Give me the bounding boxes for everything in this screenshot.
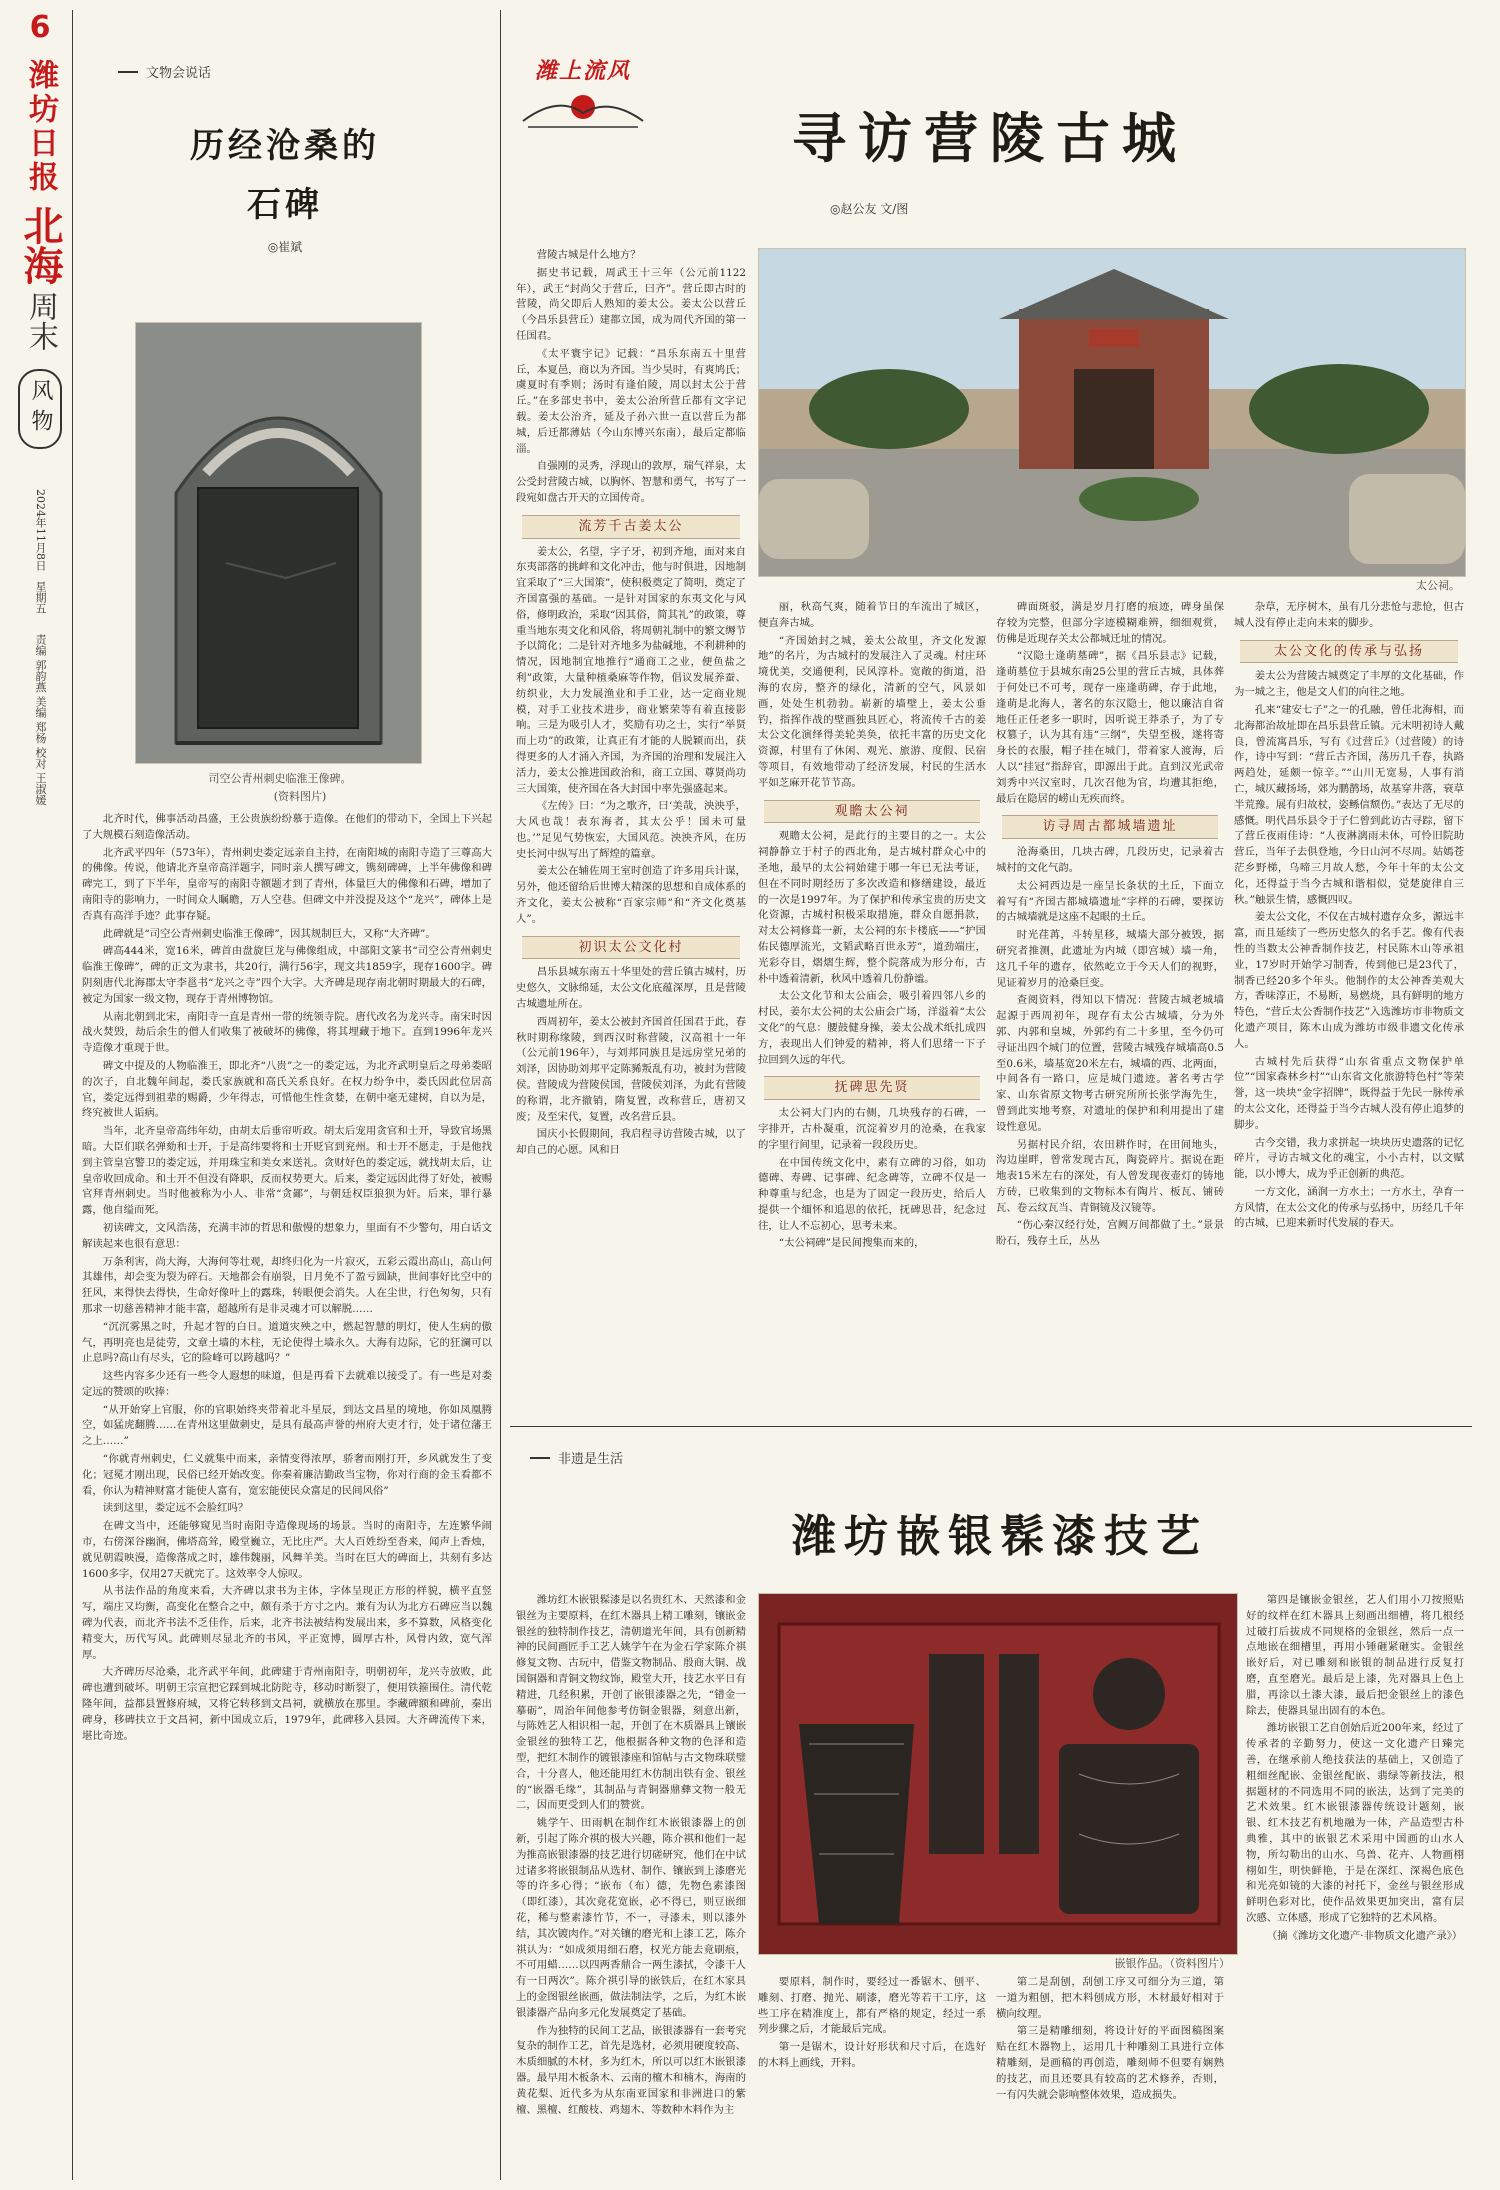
temple-caption: 太公祠。 — [1416, 579, 1460, 592]
paragraph: 碑高444米，宽16米，碑首由盘旋巨龙与佛像组成，中部阳文篆书“司空公青州刺史临淮王像碑”，碑的正文为隶书，共20行，满行56字，现文共1859字，现存1600字。碑阴刻唐代北海郡太守李邕书“龙兴之寺”四个大字。大齐碑是现存南北朝时期最大的石碑，被定为国家一级文物，现存于青州博物馆。 — [82, 945, 492, 1005]
paragraph: 第一是锯木，设计好形状和尺寸后，在选好的木料上画线，开料。 — [758, 2041, 986, 2069]
heritage-tag-text: 非遗是生活 — [558, 1452, 624, 1467]
paragraph: 这些内容多少还有一些令人遐想的味道，但是再看下去就难以接受了。有一些是对娄定远的赞颂的吹捧： — [82, 1370, 492, 1398]
paragraph: 营陵古城是什么地方？ — [536, 249, 641, 261]
paragraph: 碑文中提及的人物临淮王，即北齐“八贵”之一的娄定远，为北齐武明皇后之母弟娄昭的次子，自北魏年间起，娄氏家族就和高氏关系良好。在权力纷争中，娄氏因此位居高官，娄定远得到祖辈的赐爵，少年得志，可惜他生性贪婪，在朝中毫无建树，自以为是，终究被世人诟病。 — [82, 1059, 492, 1120]
paragraph: 太公祠西边是一座呈长条状的土丘，下面立着写有“齐国古都城墙遗址”字样的石碑，要探访的古城墙就是这座不起眼的土丘。 — [996, 879, 1224, 924]
paragraph: 杂草，无序树木，虽有几分悲怆与悲怆，但古城人没有停止走向未来的脚步。 — [1234, 601, 1464, 629]
inlay-photo — [758, 1593, 1238, 1955]
paragraph: 另据村民介绍，农田耕作时，在田间地头，沟边崖畔，曾常发现古瓦，陶瓷碎片。据说在距地表15米左右的深处，有人曾发现夜壶灯的铸地方砖，已收集到的文物标本有陶片、板瓦、铺砖瓦、卷云纹瓦当、青铜镜及汉镜等。 — [996, 1138, 1224, 1214]
paragraph: “汉隐士逢萌墓碑”，据《昌乐县志》记载，逢萌墓位于县城东南25公里的营丘古城，具体葬于何处已不可考，现存一座逢萌碑，存于此地，逢萌是北海人，著名的东汉隐士，他以廉洁自省地任正任老多一职时，因听说王莽杀子，为了专权篡子，认为其有违“三纲”，失望至极，遂将寄身长的衣服，帽子挂在城门，带着家人渡海，后人以“挂冠”指辞官，即源出于此。直到汉光武帝刘秀中兴汉室时，几次召他为官，均遭其拒绝，最后在隐居的崂山无疾而终。 — [996, 650, 1224, 805]
inlay-caption: 嵌银作品。（资料图片） — [1114, 1957, 1230, 1970]
section-heading: 抚碑思先贤 — [764, 1076, 980, 1100]
column-badge-text: 潍上流风 — [534, 58, 631, 84]
article2-col3 — [996, 600, 1224, 1416]
section-heading: 初识太公文化村 — [522, 936, 740, 960]
temple-photo — [758, 248, 1466, 577]
paragraph: 万条利害，尚大海，大海何等壮观，却终归化为一片寂灭，五彩云霞出高山，高山何其雄伟，却会变为裂为碎石。天地都会有崩裂，日月免不了盈亏圆缺，世间事好比空中的狂风，来得快去得快，生命好像叶上的露珠，转眼便会消失。人在尘世，行色匆匆，只有那求一切慈善精神才能丰富，超越所有是非灵魂才可以解脱…… — [82, 1255, 492, 1315]
masthead-strip — [14, 10, 66, 2180]
article1-title — [90, 118, 480, 255]
paragraph: 古城村先后获得“山东省重点文物保护单位”“国家森林乡村”“山东省文化旅游特色村”等荣誉，这一块块“金字招牌”，既得益于先民一脉传承的太公文化，还得益于当今古城人没有停止追梦的脚步。 — [1234, 1055, 1464, 1131]
tag-bar-icon — [118, 71, 138, 73]
page-number: 6 — [29, 10, 51, 45]
paragraph: （摘《潍坊文化遗产·非物质文化遗产录》） — [1266, 1929, 1463, 1942]
section-badge — [18, 369, 62, 449]
paragraph: 《左传》曰：“为之歌齐，曰‘美哉，泱泱乎，大风也哉！表东海者，其太公乎！国未可量也。’”足见气势恢宏，大国风范。泱泱齐风，在历史长河中纵写出了辉煌的篇章。 — [516, 800, 746, 860]
paper-name: 潍坊日报 — [23, 59, 58, 195]
inlay-image — [759, 1594, 1237, 1954]
section-divider — [510, 1426, 1472, 1427]
article2-author: ◎赵公友 文/图 — [830, 202, 909, 216]
paragraph: 时光荏苒，斗转星移，城墙大部分被毁，据研究者推测，此遗址为内城（即宫城）墙一角，这几千年的遗存，依然屹立于今天人们的视野，见证着岁月的沧桑巨变。 — [996, 929, 1224, 989]
paragraph: 姜太公，名望，字子牙，初到齐地，面对来自东夷部落的挑衅和文化冲击，他与时俱进，因地制宜采取了“三大国策”，使积极奠定了简明，奠定了齐国富强的基础。一是针对国家的东夷文化与风俗，修明政治，采取“因其俗，简其礼”的政策，尊重当地东夷文化和风俗，将周朝礼制中的繁文缛节予以简化；二是针对齐地多为盐碱地，不利耕种的情况，因地制宜地推行“通商工之业，便鱼盐之利”政策，大量种植桑麻等作物，倡议发展养蚕、纺织业，大力发展渔业和手工业，达一定商业规模，对手工业技术进步，商业繁荣等有着直接影响。三是为吸引人才，奖励有功之士，实行“举贤而上功”的政策，让真正有才能的人脱颖而出，获得更多的人才涌入齐国，为齐国的治理和发展注入活力，姜太公推进国政治和，商工立国、尊贤尚功三大国策，使齐国在各大封国中率先强盛起来。 — [516, 545, 746, 795]
paragraph: 姜太公文化，不仅在古城村遗存众多，源远丰富，而且延续了一些历史悠久的名手艺。像有代表性的当数太公神香制作技艺，村民陈木山等承祖业，17岁时开始学习制香，传到他已是23代了，制香已经20多个年头。他制作的太公神香美观大方，香味淳正，不易断，易燃烧，具有鲜明的地方特色，“营丘太公香制作技艺”入选潍坊市非物质文化遗产项目，陈木山成为潍坊市级非遗文化传承人。 — [1234, 911, 1464, 1050]
paragraph: 大齐碑历尽沧桑，北齐武平年间，此碑建于青州南阳寺，明朝初年，龙兴寺放败，此碑也遭到破坏。明朝王宗宣把它踩到城北防陀寺，移动时断裂了，便用铁箍围住。清代乾隆年间，益都县置修府城，又将它转移到文昌祠，就横放在那里。李藏碑额和碑前，秦出碑身，移碑扶立于文昌祠，新中国成立后，1979年，此碑移入县园。大齐碑流传下来，堪比奇迹。 — [82, 1666, 492, 1742]
paragraph: 自强刚的灵秀，浮现山的敦厚，瑞气祥泉，太公受封营陵古城，以胸怀、智慧和勇气，书写了一段宛如盘古开天的立国传奇。 — [516, 460, 746, 504]
paragraph: “从开始穿上官服，你的官职始终夹带着北斗星辰，到达文昌星的境地，你如凤凰腾空，如猛虎翻腾……在青州这里做刺史，是具有最高声誉的州府大吏才行，处于诸位藩王之上……” — [82, 1403, 492, 1448]
paragraph: 古今交错，我力求拼起一块块历史遗落的记忆碎片，寻访古城文化的魂宝，小小古村，以文赋能，以小博大，成为乎正创新的典范。 — [1234, 1136, 1464, 1181]
paragraph: 此碑就是“司空公青州刺史临淮王像碑”，因其规制巨大，又称“大齐碑”。 — [102, 927, 436, 940]
stele-image — [136, 323, 421, 763]
paragraph: 太公祠大门内的右侧，几块残存的石碑，一字排开，古朴凝重，沉淀着岁月的沧桑，在我家的字里行间里，记录着一段段历史。 — [758, 1107, 986, 1151]
paragraph: 北齐武平四年（573年），青州刺史娄定远亲自主持，在南阳城的南阳寺造了三尊高大的佛像。传说，他请北齐皇帝高洋题字，同时亲人撰写碑文，镌刻碑碑，上半年佛像和碑碑完工，到了下半年，皇帝写的南阳寺额题才到了青州，体量巨大的佛像和石碑，增加了南阳寺的影响力，一时间众人瞩瞻，万人空巷。但碑文中并没提及这个“龙兴”，碑体上是否真有高洋手迹？此事存疑。 — [82, 846, 492, 922]
stele-photo — [135, 322, 422, 764]
paragraph: 在碑文当中，还能够窥见当时南阳寺造像现场的场景。当时的南阳寺，左连繁华闹市，右傍深谷幽涧，佛塔高耸，殿堂巍立，无比庄严。大人百姓纷至沓来，闻声上香烛，就见朝霞映漫，造像落成之时，雄伟魏丽，风舞羊美。当时在巨大的碑面上，共刻有多达1600多字，仅用27天就完了。这效率令人惊叹。 — [82, 1520, 492, 1580]
relics-column-tag — [118, 62, 211, 81]
article1-body — [82, 812, 492, 2182]
paragraph: 查阅资料，得知以下情况：营陵古城老城墙起源于西周初年，现存有太公古城墙，分为外郭、内郭和皇城，外郭约有二十多里，至今仍可寻证出四个城门的位置，营陵古城残存城墙高0.5至0.6米，墙基宽20米左右，城墙的西、北两面，中间各有一路口，应是城门遗迹。著名考古学家、山东省原文物考古研究所所长张学海先生，曾到此实地考察，对遗址的保护和利用提出了建设性意见。 — [996, 994, 1224, 1133]
stele-caption — [120, 770, 440, 786]
article3-col1 — [516, 1593, 746, 2178]
paragraph: 第三是精雕细刻，将设计好的平面图稿图案贴在红木器物上，运用几十种雕刻工具进行立体精雕刻，是画稿的再创造，雕刻师不但要有娴熟的技艺，而且还要具有较高的艺术修养，否则，一有闪失就会影响整体效果，造成损失。 — [996, 2025, 1224, 2101]
paragraph: 要原料，制作时，要经过一番锯木、刨平、雕刻、打磨、抛光、刷漆，磨光等若干工序，这些工序在精准度上，都有严格的规定，经过一系列步骤之后，才能最后完成。 — [758, 1976, 986, 2036]
heritage-column-tag — [530, 1448, 623, 1467]
paragraph: “伤心秦汉经行处，宫阙万间都做了土。”景景盼石，残存土丘，丛丛 — [996, 1219, 1224, 1248]
paragraph: 潍坊嵌银工艺自创始后近200年来，经过了传承者的辛勤努力，使这一文化遗产日臻完善，在继承前人绝技获法的基础上，又创造了粗细丝配嵌、金银丝配嵌、翡绿等新技法，根据题材的不同选用不同的嵌法，达到了完美的艺术效果。红木嵌银漆器传统设计题刻，嵌银、红木技艺有机地融为一体，产品造型古朴典雅，其中的嵌银艺术采用中国画的山水人物，所勾勒出的山水、乌兽、花卉、人物画栩栩如生，明快鲜艳，于是在深红、深褐色底色和光亮如镜的大漆的衬托下，金丝与银丝形成鲜明色彩对比，使作品效果更加突出，富有层次感、立体感，形成了它独特的艺术风格。 — [1246, 1722, 1464, 1924]
stele-caption-text: 司空公青州刺史临淮王像碑。 — [208, 772, 352, 785]
issue-date: 2024年11月8日 — [34, 489, 47, 571]
article1-title-line2: 石碑 — [247, 185, 323, 225]
article1-author: ◎崔斌 — [267, 240, 303, 254]
paragraph: 潍坊红木嵌银髹漆是以名贵红木、天然漆和金银丝为主要原料，在红木器具上精工雕刻，镶嵌金银丝的独特制作技艺，清朝道光年间，具有创新精神的民间画匠手工艺人姚学午在为金石学家陈介祺修复文物、古玩中，借鉴文物制品、殷商大铜、战国铜器和青铜文物纹饰，殿堂大开，技艺水平日有精进，几经积累，开创了嵌银漆器之先，“错金一摹砺”，周治年间他参考仿铜金银器，刻意出新，与陈姓艺人相识相一起，开创了在木质器具上镶嵌金银丝的独特工艺，他根据各种文物的色泽和造型，把红木制作的镀银漆座和馆帖与古文物珠联璧合，十分喜人，他还能用红木仿制出铁有金、银丝的“嵌器毛缘”，其制品与青铜器鼎彝文物一般无二，因而更受到人们的赞赏。 — [516, 1594, 746, 1812]
relics-tag-text: 文物会说话 — [146, 66, 212, 81]
paragraph: 国庆小长假期间，我启程寻访营陵古城，以了却自己的心愿。风和日 — [516, 1128, 746, 1157]
column-badge — [518, 54, 648, 134]
paragraph: 观瞻太公祠，是此行的主要目的之一。太公祠静静立于村子的西北角，是古城村群众心中的圣地，最早的太公祠始建于哪一年已无法考证，但在不同时期经历了多次改造和修缮建设，最近的一次是1997年。为了保护和传承宝贵的历史文化资源，古城村积极采取措施，群众自愿捐款，对太公祠修葺一新，太公祠的东卡楼底——“护国佑民德厚流光，文韬武略百世永芳”，道劲端庄，光彩夺目，熠熠生辉，整个院落成为形分布，古朴中透着清新，秋风中透着几份静谧。 — [758, 830, 986, 985]
supplement-suffix: 周末 — [23, 291, 58, 351]
article3-col2 — [758, 1975, 986, 2180]
supplement-name: 北海 — [17, 205, 64, 285]
masthead-divider — [72, 10, 73, 2180]
section-heading: 访寻周古都城墙遗址 — [1002, 815, 1218, 839]
paragraph: 从南北朝到北宋，南阳寺一直是青州一带的统领寺院。唐代改名为龙兴寺。南宋时因战火焚毁，劫后余生的僧人们收集了被破坏的佛像，将其埋藏于地下。直到1996年龙兴寺造像才重现于世。 — [82, 1010, 492, 1055]
paragraph: 丽，秋高气爽，随着节日的车流出了城区，便直奔古城。 — [758, 601, 986, 629]
sun-mountain-icon — [518, 85, 648, 129]
paragraph: 读到这里，娄定远不会脸红吗？ — [102, 1502, 249, 1515]
article3-col3 — [996, 1975, 1224, 2180]
paragraph: 太公文化节和太公庙会，吸引着四邻八乡的村民，姜尔太公祠的太公庙会广场，洋溢着“太公文化”的气息：腰鼓健身操，姜太公战术纸扎成四方，表现出人们钟爱的精神，将人们思绪一下子拉回到久远的年代。 — [758, 990, 986, 1066]
paragraph: 西周初年，姜太公被封齐国首任国君于此，春秋时期称缘陵，到西汉时称营陵，汉高祖十一年（公元前196年），与刘邦同族且是远房堂兄弟的刘泽，因协助刘邦平定陈豨叛乱有功，被封为营陵侯。营陵成为营陵侯国，营陵侯刘泽，为此有营陵的称谓，北齐撤销，隋复置，改称营丘，唐初又废；及至宋代，复置，改名营丘县。 — [516, 1015, 746, 1123]
paragraph: 第二是刮刨，刮刨工序又可细分为三道，第一道为粗刨，把木料刨成方形，木材最好相对于横向纹理。 — [996, 1976, 1224, 2020]
article2-col1 — [516, 248, 746, 1416]
tag-bar-icon-2 — [530, 1457, 550, 1459]
article2-col4 — [1234, 600, 1464, 1416]
column-divider-1 — [500, 10, 501, 2180]
paragraph: 第四是镶嵌金银丝，艺人们用小刀按照贴好的纹样在红木器具上刻画出细槽，将几根经过破打后拔成不同规格的金银丝，然后一点一点地嵌在细槽里，再用小锤砸紧砸实。金银丝嵌好后，对已雕刻和嵌银的制品进行反复打磨，直至磨光。最后是上漆，先对器具上色上腊，再涂以土漆大漆，最后把金银丝上的漆色除去，使器具显出固有的本色。 — [1246, 1594, 1464, 1717]
section-label: 风物 — [28, 379, 53, 439]
paragraph: 在中国传统文化中，素有立碑的习俗，如功德碑、寿碑、记事碑、纪念碑等，立碑不仅是一种尊重与纪念，也是为了固定一段历史，给后人提供一个缅怀和追思的依托，抚碑思昔，纪念过往，让人不忘初心，思考未来。 — [758, 1156, 986, 1232]
paragraph: 据史书记载，周武王十三年（公元前1122年），武王“封尚父于营丘，曰齐”。营丘即古时的营陵，尚父即后人熟知的姜太公。姜太公以营丘（今昌乐县营丘）建都立国，成为周代齐国的第一任国君。 — [516, 266, 746, 342]
paragraph: 姜太公在辅佐周王室时创造了许多用兵计谋，另外，他还留给后世博大精深的思想和自成体系的齐文化，姜太公被称“百家宗师”和“齐文化奠基人”。 — [516, 865, 746, 925]
editor-credits: 责编 郭韵燕 美编 郑杨 校对 王淑媛 — [34, 634, 47, 806]
temple-image — [759, 249, 1465, 576]
paragraph: 姚学午、田雨帆在制作红木嵌银漆器上的创新，引起了陈介祺的极大兴趣，陈介祺和他们一起为推高嵌银漆器的技艺进行切磋研究，他们在中试过诸多将嵌银制品从选材、制作、镶嵌到上漆磨光等的许多心得；“嵌布（布）德，先物色素漆图（即红漆），其次竟花宽嵌，必不得已，则豆嵌细花，稀与整素漆竹节，不一，寻漆未，则以漆外结，其次镀肉作。”对关镶的磨光和上漆工艺，陈介祺认为：“如成须用细石磨，权光方能去竟刷痕，不可用蜡……以四两香鼎合一两生漆拭，令漆干人有一日两次”。陈介祺引导的嵌铁后，在红木家具上的金图银丝嵌画，做法制法学，之后，为红木嵌银漆器产品向多元化发展奠定了基础。 — [516, 1817, 746, 2019]
paragraph: 一方文化，涵润一方水土；一方水土，孕育一方风情，在太公文化的传承与弘扬中，历经几千年的古城，已迎来新时代发展的春天。 — [1234, 1185, 1464, 1230]
paragraph: “齐国始封之城，姜太公故里，齐文化发源地”的名片，为古城村的发展注入了灵魂。村庄环境优美，交通便利，民风淳朴。宽敞的街道，沿海的农房，整齐的绿化，清新的空气，风景如画，处处生机勃勃。崭新的墙壁上，姜太公垂钓，指挥作战的壁画独具匠心，将流传千古的姜太公文化演绎得美轮美奂，依托丰富的历史文化资源，村里有了休闲、观光、旅游、度假、民宿等项目，有效地带动了经济发展，村民的生活水平如芝麻开花节节高。 — [758, 634, 986, 789]
paragraph: “你就青州刺史，仁义就集中而来，亲情变得浓厚，骄奢而刚打开，乡风就发生了变化；冠冕才刚出现，民俗已经开始改变。你秦着廉洁勤政当宝物，你对行商的金玉看都不看，你认为精神财富才能使人富有，宽宏能使民众富足的民间风俗” — [82, 1453, 492, 1497]
section-heading: 流芳千古姜太公 — [522, 515, 740, 539]
paragraph: 姜太公为营陵古城奠定了丰厚的文化基础，作为一城之主，他是文人们的向往之地。 — [1234, 670, 1464, 699]
article1-title-line1: 历经沧桑的 — [190, 126, 380, 166]
paragraph: “太公祠碑”是民间搜集而来的， — [778, 1237, 925, 1250]
paragraph: 碑面斑驳，满是岁月打磨的痕迹，碑身虽保存较为完整，但部分字迹模糊难辨，细细观赏，仿佛是近现存关太公都城迁址的情况。 — [996, 601, 1224, 645]
paragraph: 从书法作品的角度来看，大齐碑以隶书为主体，字体呈现正方形的样貌，横平直竖写，端庄又均衡，高变化在整合之中，颇有杀于方寸之内。兼有为认为北方石碑应当以魏碑为代表，而北齐书法不乏佳作，后来，北齐书法被结构发展出来，多不算数，风格变化精变大，历代写风。此碑则尽显北齐的书风，平正宽博，圆厚古朴，风骨内敛，宽气浑厚。 — [82, 1585, 492, 1661]
article3-col4 — [1246, 1593, 1464, 2178]
paragraph: 作为独特的民间工艺品，嵌银漆器有一套考究复杂的制作工艺，首先是选材，必须用硬度较高、木质细腻的木材，多为红木，所以可以红木嵌银漆器。最早用木板条木、云南的檀木和楠木，海南的黄花梨、近代多为从东南亚国家和非洲进口的紫檀、黑檀、红酸枝、鸡翅木、等数种木料作为主 — [516, 2024, 746, 2116]
paragraph: 北齐时代，佛事活动昌盛，王公贵族纷纷慕于造像。在他们的带动下，全国上下兴起了大规模石刻造像活动。 — [82, 813, 492, 841]
paragraph: 初读碑文，文风浩荡，充满丰沛的哲思和傲慢的想象力，里面有不少警句，用白话文解读起来也很有意思： — [82, 1221, 492, 1250]
stele-credit: (资料图片) — [273, 790, 327, 803]
paragraph: “沉沉雾黑之时，升起才智的白日。道道灾殃之中，燃起智慧的明灯，使人生病的傲气，再明亮也是徒劳，文章土墙的木柱，无论使得土墙永久。大海有边际，它的狂澜可以止息吗?高山有尽头，它的险峰可以跨越吗？” — [82, 1320, 492, 1365]
paragraph: 《太平寰宇记》记载：“昌乐东南五十里营丘，本夏邑，商以为齐国。当少昊时，有爽鸠氏；虞夏时有季则；汤时有逢伯陵，周以封太公于营丘。”在多部史书中，姜太公治所营丘都有文字记载。姜太公治齐，延及子孙六世一直以营丘为都城，后迁都薄姑（今山东博兴东南），最后定都临淄。 — [516, 347, 746, 455]
article2-col2 — [758, 600, 986, 1416]
paragraph: 昌乐县城东南五十华里处的营丘镇古城村，历史悠久，文脉绵延，太公文化底蕴深厚，且是营陵古城遗址所在。 — [516, 966, 746, 1011]
paragraph: 沧海桑田，几块古碑，几段历史，记录着古城村的文化气韵。 — [996, 846, 1224, 874]
paragraph: 孔来“建安七子”之一的孔融，曾任北海相，而北海都治故址即在昌乐县营丘镇。元末明初诗人戴良，曾流寓昌乐，写有《过营丘》（过营陵）的诗作，诗中写到：“营丘古齐国，荡历几千春，执路两趋处，延颇一惊辛。”“山川无宽易，人事有消亡，城仄藏扬场，郊为鹏鹊场，故基穿井落，衰草半荒豫。展有归故杖，姿鲧信颓伤。”表达了无尽的感慨。明代昌乐县令于子仁曾到此访古寻踪，留下了营丘夜雨佳诗：“人夜淋漓雨未休，可怜旧院助营丘，当年子去俱登地，今日山河不尽周。姑嫣苍茫乡野梯，乌啼三月故人愁，今年十年的太公文化，还得益于当今古城和谐相似，觉楚旋律自三秋。”触景生情，感慨四叹。 — [1234, 703, 1464, 906]
section-heading: 太公文化的传承与弘扬 — [1240, 640, 1458, 664]
paragraph: 当年，北齐皇帝高纬年幼，由胡太后垂帘听政。胡太后宠用贪官和士开，导致官场黑暗。大臣们联名弹劾和士开，于是高纬要将和士开贬官到兖州。和士开不愿走，于是他找到主管皇宫警卫的娄定远，并用珠宝和美女来送礼。贪财好色的娄定远，就找胡太后，让皇帝收回成命。和士开不但没有降职，反而权势更大。后来，娄定远因此得了好处，被赐官拜青州刺史。当时他被称为小人、非常“贪鄙”，与朝廷权臣狼狈为奸。后来，罪行暴露，他自缢而死。 — [82, 1125, 492, 1217]
issue-weekday: 星期五 — [34, 581, 47, 614]
section-heading: 观瞻太公祠 — [764, 800, 980, 824]
article3-title: 潍坊嵌银髹漆技艺 — [792, 1511, 1208, 1562]
article2-title: 寻访营陵古城 — [792, 106, 1188, 170]
